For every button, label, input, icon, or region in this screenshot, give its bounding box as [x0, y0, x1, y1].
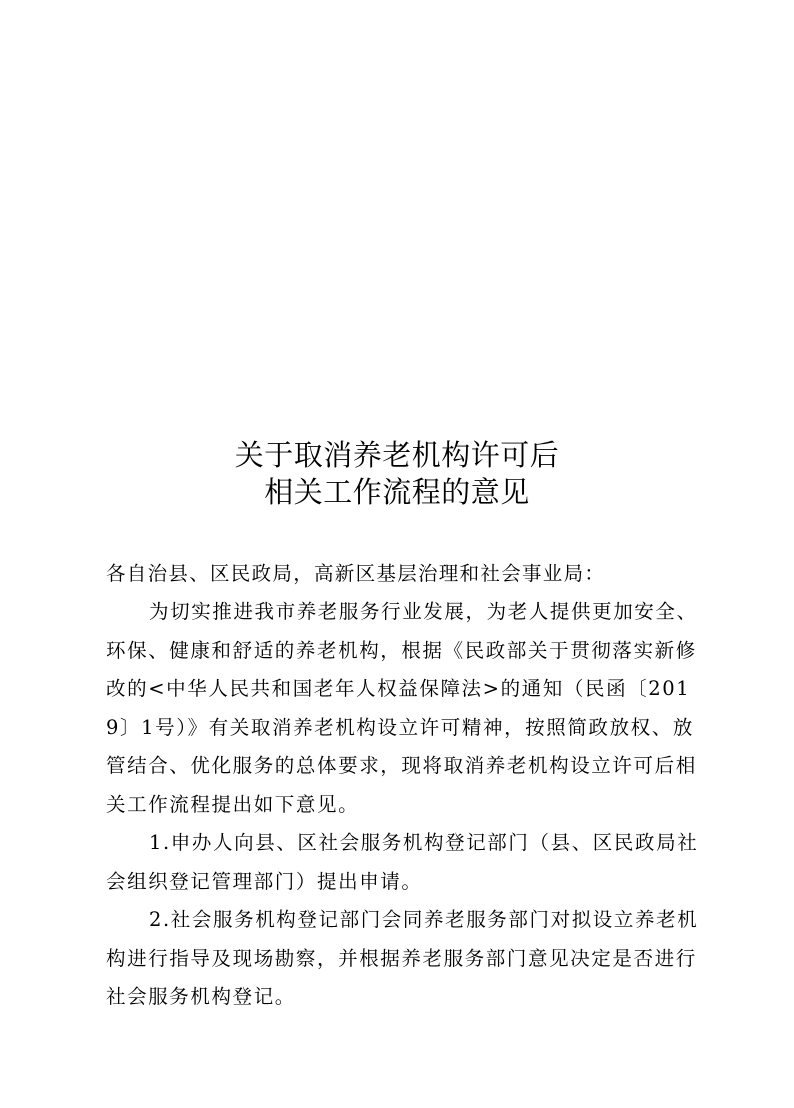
intro-paragraph: 为切实推进我市养老服务行业发展，为老人提供更加安全、环保、健康和舒适的养老机构，根据《民政部关于贯彻落实新修改的<中华人民共和国老年人权益保障法>的通知（民函〔2019〕1号）》有关取消养老机构设立许可精神，按照简政放权、放管结合、优化服务的总体要求，现将取消养老机构设立许可后相关工作流程提出如下意见。	[106, 600, 698, 816]
procedure-item-1: 1.申办人向县、区社会服务机构登记部门（县、区民政局社会组织登记管理部门）提出申请。	[106, 831, 699, 893]
procedure-item-2: 2.社会服务机构登记部门会同养老服务部门对拟设立养老机构进行指导及现场勘察，并根据养老服务部门意见决定是否进行社会服务机构登记。	[106, 908, 699, 1008]
document-title-line-2: 相关工作流程的意见	[264, 475, 530, 509]
salutation: 各自治县、区民政局，高新区基层治理和社会事业局：	[106, 562, 606, 585]
document-title-line-1: 关于取消养老机构许可后	[234, 438, 560, 472]
